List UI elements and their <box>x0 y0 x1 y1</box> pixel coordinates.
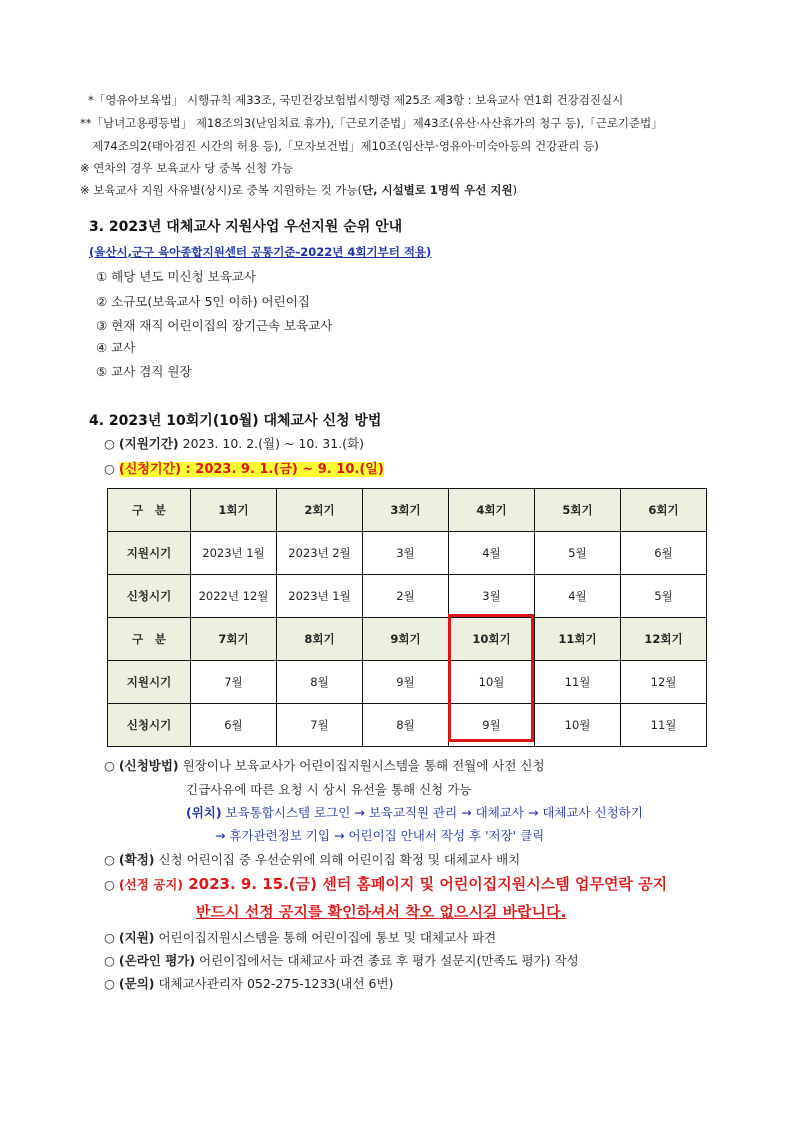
table-cell: 10회기 <box>449 618 535 661</box>
table-cell: 2022년 12월 <box>191 575 277 618</box>
method-location-2: → 휴가관련정보 기입 → 어린이집 안내서 작성 후 '저장' 클릭 <box>215 828 545 843</box>
table-row <box>108 532 707 575</box>
support-text: 어린이집지원시스템을 통해 어린이집에 통보 및 대체교사 파견 <box>154 930 497 945</box>
table-cell: 2023년 1월 <box>191 532 277 575</box>
table-cell: 9월 <box>449 704 535 747</box>
table-cell: 10월 <box>449 661 535 704</box>
table-cell: 지원시기 <box>108 532 191 575</box>
table-cell: 9회기 <box>363 618 449 661</box>
section-3-subheading: (울산시,군구 육아종합지원센터 공통기준-2022년 4회기부터 적용) <box>89 245 432 259</box>
notice-text: 2023. 9. 15.(금) 센터 홈페이지 및 어린이집지원시스템 업무연락 공지 <box>182 875 668 893</box>
notice-line-2: 반드시 선정 공지를 확인하셔서 착오 없으시길 바랍니다. <box>196 903 567 921</box>
note-1: *「영유아보육법」 시행규칙 제33조, 국민건강보험법시행령 제25조 제3항 : 보육교사 연1회 건강검진실시 <box>88 93 624 107</box>
table-row <box>108 704 707 747</box>
note-3: 제74조의2(태아검진 시간의 허용 등),「모자보건법」제10조(임산부·영유아·미숙아등의 건강관리 등) <box>92 139 599 153</box>
table-cell: 4회기 <box>449 489 535 532</box>
table-cell: 8회기 <box>277 618 363 661</box>
table-cell: 3월 <box>449 575 535 618</box>
note-5-prefix: ※ 보육교사 지원 사유별(상시)로 중복 지원하는 것 가능( <box>80 183 362 197</box>
table-cell: 신청시기 <box>108 704 191 747</box>
table-header-row <box>108 618 707 661</box>
table-cell: 3회기 <box>363 489 449 532</box>
bullet: ○ <box>104 953 115 968</box>
method-text-1: 원장이나 보육교사가 어린이집지원시스템을 통해 전월에 사전 신청 <box>178 758 545 773</box>
table-cell: 7월 <box>191 661 277 704</box>
table-cell: 6월 <box>621 532 707 575</box>
table-cell: 4월 <box>535 575 621 618</box>
apply-period-label: (신청기간) : 2023. 9. 1.(금) ~ 9. 10.(일) <box>118 462 384 477</box>
bullet: ○ <box>104 976 115 991</box>
table-cell: 4월 <box>449 532 535 575</box>
bullet: ○ <box>104 758 115 773</box>
table-cell: 9월 <box>363 661 449 704</box>
priority-item-2: ② 소규모(보육교사 5인 이하) 어린이집 <box>96 294 310 309</box>
bullet: ○ <box>104 930 115 945</box>
table-cell: 5월 <box>535 532 621 575</box>
table-cell: 6월 <box>191 704 277 747</box>
table-cell: 1회기 <box>191 489 277 532</box>
priority-item-5: ⑤ 교사 겸직 원장 <box>96 364 192 379</box>
table-cell: 10월 <box>535 704 621 747</box>
table-cell: 11회기 <box>535 618 621 661</box>
inquiry-label: (문의) <box>118 976 155 991</box>
table-cell: 8월 <box>363 704 449 747</box>
table-cell: 2023년 1월 <box>277 575 363 618</box>
table-row <box>108 575 707 618</box>
table-cell: 지원시기 <box>108 661 191 704</box>
notice-line <box>104 873 667 894</box>
inquiry-line <box>104 974 393 992</box>
table-cell: 신청시기 <box>108 575 191 618</box>
note-4: ※ 연차의 경우 보육교사 당 중복 신청 가능 <box>80 161 293 175</box>
table-cell: 12월 <box>621 661 707 704</box>
confirm-line <box>104 850 520 868</box>
priority-item-1: ① 해당 년도 미신청 보육교사 <box>96 269 256 284</box>
note-2: **「남녀고용평등법」 제18조의3(난임치료 휴가),「근로기준법」제43조(유산·사산휴가의 청구 등),「근로기준법」 <box>80 116 663 130</box>
confirm-text: 신청 어린이집 중 우선순위에 의해 어린이집 확정 및 대체교사 배치 <box>154 852 521 867</box>
support-line <box>104 928 496 946</box>
table-cell: 8월 <box>277 661 363 704</box>
inquiry-text: 대체교사관리자 052-275-1233(내선 6번) <box>154 976 394 991</box>
evaluation-line <box>104 951 579 969</box>
priority-item-4: ④ 교사 <box>96 340 136 355</box>
schedule-table <box>107 488 707 747</box>
table-cell: 2월 <box>363 575 449 618</box>
method-location-1 <box>186 803 643 821</box>
table-header-row <box>108 489 707 532</box>
bullet: ○ <box>104 461 115 476</box>
table-cell: 2023년 2월 <box>277 532 363 575</box>
priority-item-3: ③ 현재 재직 어린이집의 장기근속 보육교사 <box>96 318 333 333</box>
support-label: (지원) <box>118 930 155 945</box>
bullet: ○ <box>104 852 115 867</box>
section-3-heading: 3. 2023년 대체교사 지원사업 우선지원 순위 안내 <box>89 219 403 235</box>
table-cell: 3월 <box>363 532 449 575</box>
evaluation-text: 어린이집에서는 대체교사 파견 종료 후 평가 설문지(만족도 평가) 작성 <box>195 953 579 968</box>
apply-period <box>104 458 384 477</box>
table-cell: 7월 <box>277 704 363 747</box>
method-line-2: 긴급사유에 따른 요청 시 상시 유선을 통해 신청 가능 <box>186 782 472 797</box>
table-row <box>108 661 707 704</box>
support-period-text: 2023. 10. 2.(월) ~ 10. 31.(화) <box>178 436 364 451</box>
table-cell: 5회기 <box>535 489 621 532</box>
method-location-label: (위치) <box>186 805 222 820</box>
table-cell: 구 분 <box>108 618 191 661</box>
bullet: ○ <box>104 436 115 451</box>
note-5-bold: 단, 시설별로 1명씩 우선 지원 <box>361 183 513 197</box>
table-cell: 11월 <box>535 661 621 704</box>
note-5 <box>80 182 517 198</box>
evaluation-label: (온라인 평가) <box>118 953 196 968</box>
table-cell: 6회기 <box>621 489 707 532</box>
note-5-suffix: ) <box>512 183 518 197</box>
method-line-1 <box>104 756 545 774</box>
notice-label: (선정 공지) <box>118 877 183 892</box>
table-cell: 구 분 <box>108 489 191 532</box>
table-cell: 7회기 <box>191 618 277 661</box>
table-cell: 5월 <box>621 575 707 618</box>
table-cell: 2회기 <box>277 489 363 532</box>
confirm-label: (확정) <box>118 852 155 867</box>
bullet: ○ <box>104 877 115 892</box>
support-period-label: (지원기간) <box>118 436 179 451</box>
method-label: (신청방법) <box>118 758 179 773</box>
table-cell: 11월 <box>621 704 707 747</box>
support-period <box>104 434 364 452</box>
table-cell: 12회기 <box>621 618 707 661</box>
method-location-text-1: 보육통합시스템 로그인 → 보육교직원 관리 → 대체교사 → 대체교사 신청하기 <box>221 805 643 820</box>
section-4-heading: 4. 2023년 10회기(10월) 대체교사 신청 방법 <box>89 413 382 429</box>
